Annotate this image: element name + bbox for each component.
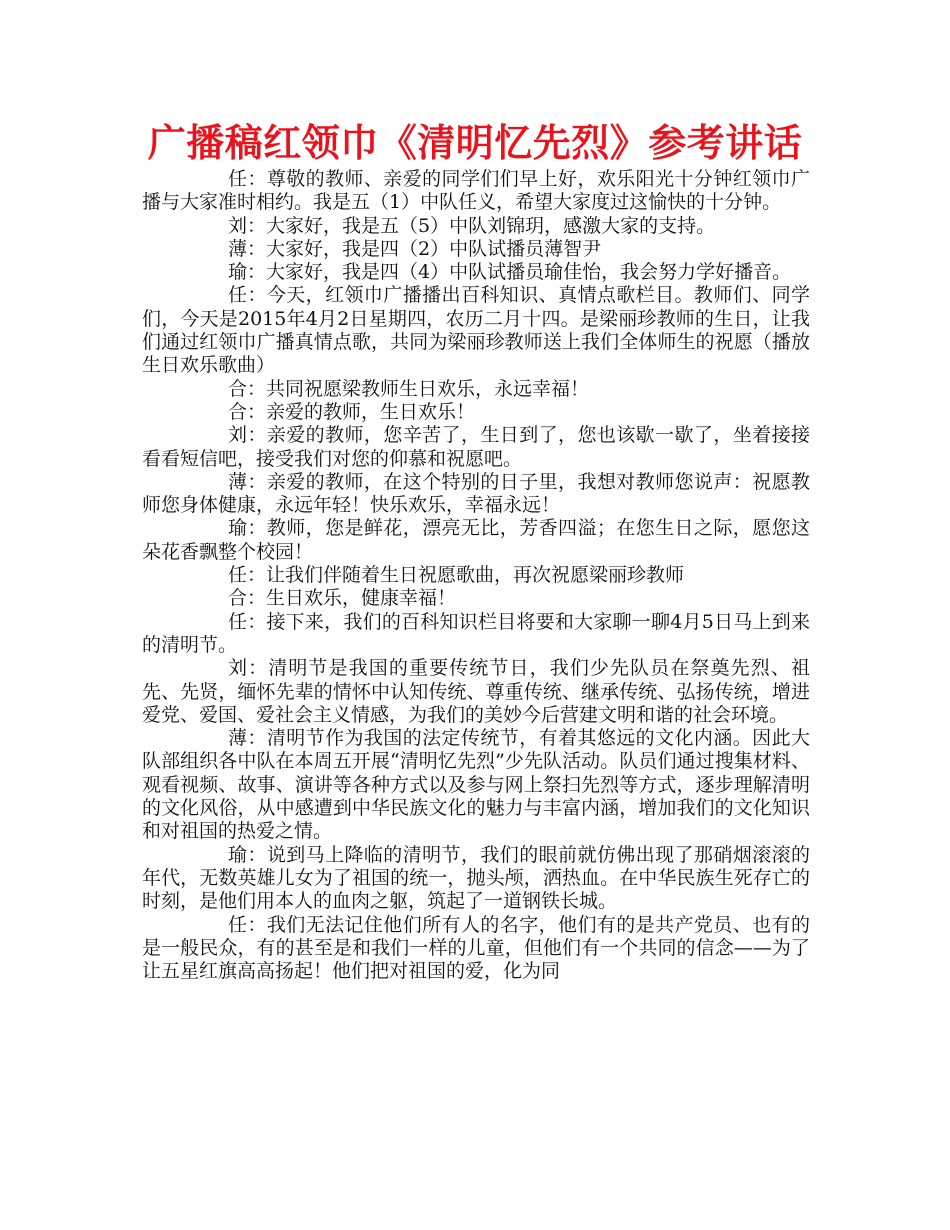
paragraph-4: 瑜：大家好，我是四（4）中队试播员瑜佳怡，我会努力学好播音。 [228,261,792,284]
paragraph-16: 瑜：说到马上降临的清明节，我们的眼前就仿佛出现了那硝烟滚滚的年代，无数英雄儿女为了祖国的统一，抛头颅，洒热血。在中华民族生死存亡的时刻，是他们用本人的血肉之躯，筑起了一道钢铁长城。 [142,843,810,913]
paragraph-12: 合：生日欢乐，健康幸福！ [228,587,457,610]
paragraph-5: 任：今天，红领巾广播播出百科知识、真情点歌栏目。教师们、同学们，今天是2015年4月2日星期四，农历二月十四。是梁丽珍教师的生日，让我们通过红领巾广播真情点歌，共同为梁丽珍教师送上我们全体师生的祝愿（播放生日欢乐歌曲） [142,284,810,377]
paragraph-17: 任：我们无法记住他们所有人的名字，他们有的是共产党员、也有的是一般民众，有的甚至是和我们一样的儿童，但他们有一个共同的信念——为了让五星红旗高高扬起！他们把对祖国的爱，化为同 [142,913,810,983]
paragraph-10: 瑜：教师，您是鲜花，漂亮无比，芳香四溢；在您生日之际，愿您这朵花香飘整个校园！ [142,517,810,563]
document-title: 广播稿红领巾《清明忆先烈》参考讲话 [147,121,803,165]
paragraph-13: 任：接下来，我们的百科知识栏目将要和大家聊一聊4月5日马上到来的清明节。 [142,610,810,656]
paragraph-6: 合：共同祝愿梁教师生日欢乐，永远幸福！ [228,377,590,400]
paragraph-8: 刘：亲爱的教师，您辛苦了，生日到了，您也该歇一歇了，坐着接接看看短信吧，接受我们对您的仰慕和祝愿吧。 [142,424,810,470]
paragraph-7: 合：亲爱的教师，生日欢乐！ [228,400,476,423]
paragraph-1: 任：尊敬的教师、亲爱的同学们们早上好，欢乐阳光十分钟红领巾广播与大家准时相约。我是五（1）中队任义，希望大家度过这愉快的十分钟。 [142,168,810,214]
paragraph-2: 刘：大家好，我是五（5）中队刘锦玥，感激大家的支持。 [228,214,716,237]
paragraph-9: 薄：亲爱的教师，在这个特别的日子里，我想对教师您说声：祝愿教师您身体健康，永远年轻！快乐欢乐，幸福永远！ [142,470,810,517]
paragraph-15: 薄：清明节作为我国的法定传统节，有着其悠远的文化内涵。因此大队部组织各中队在本周五开展“清明忆先烈”少先队活动。队员们通过搜集材料、观看视频、故事、演讲等各种方式以及参与网上祭扫先烈等方式，逐步理解清明的文化风俗，从中感遭到中华民族文化的魅力与丰富内涵，增加我们的文化知识和对祖国的热爱之情。 [142,727,810,843]
document-body [142,168,810,983]
paragraph-3: 薄：大家好，我是四（2）中队试播员薄智尹 [228,237,602,260]
paragraph-11: 任：让我们伴随着生日祝愿歌曲，再次祝愿梁丽珍教师 [228,564,685,587]
paragraph-14: 刘：清明节是我国的重要传统节日，我们少先队员在祭奠先烈、祖先、先贤，缅怀先辈的情怀中认知传统、尊重传统、继承传统、弘扬传统，增进爱党、爱国、爱社会主义情感，为我们的美妙今后营建文明和谐的社会环境。 [142,657,810,726]
